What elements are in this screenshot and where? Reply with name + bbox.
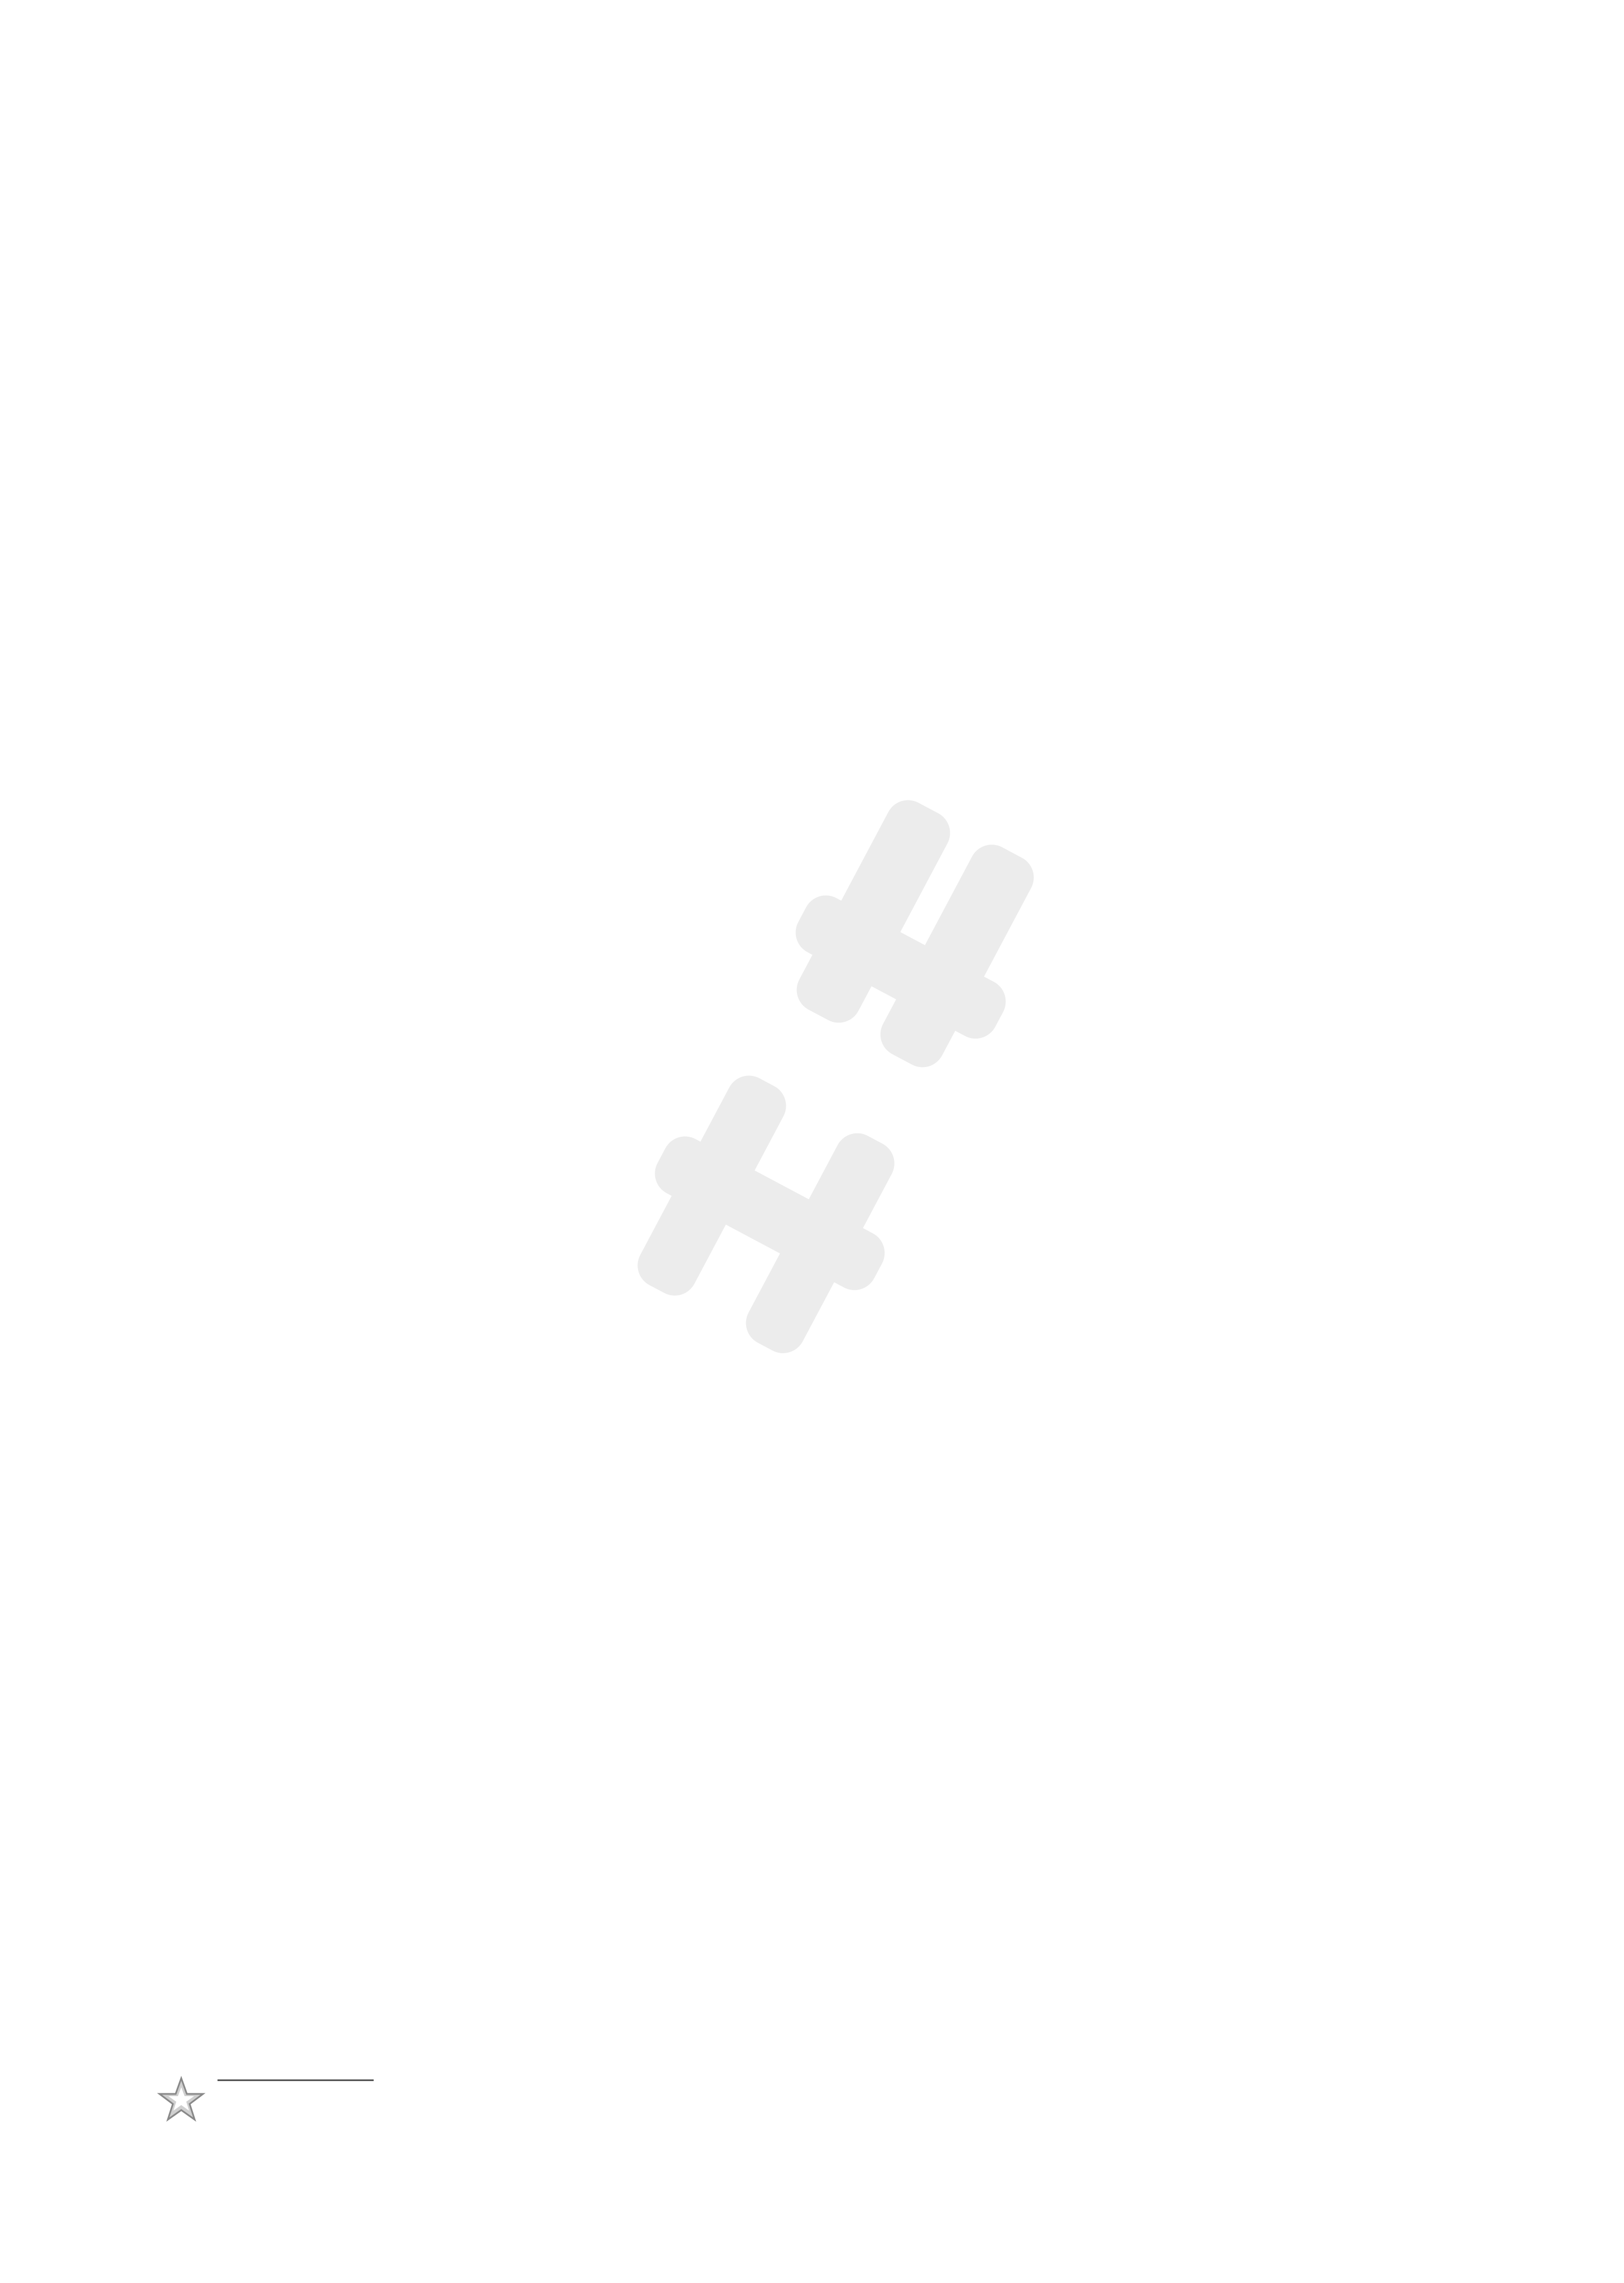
- publisher-logo-icon: [156, 2075, 206, 2125]
- page-number: [218, 2079, 374, 2081]
- watermark-graphic: [586, 753, 1088, 1422]
- page-footer: [134, 2075, 1495, 2131]
